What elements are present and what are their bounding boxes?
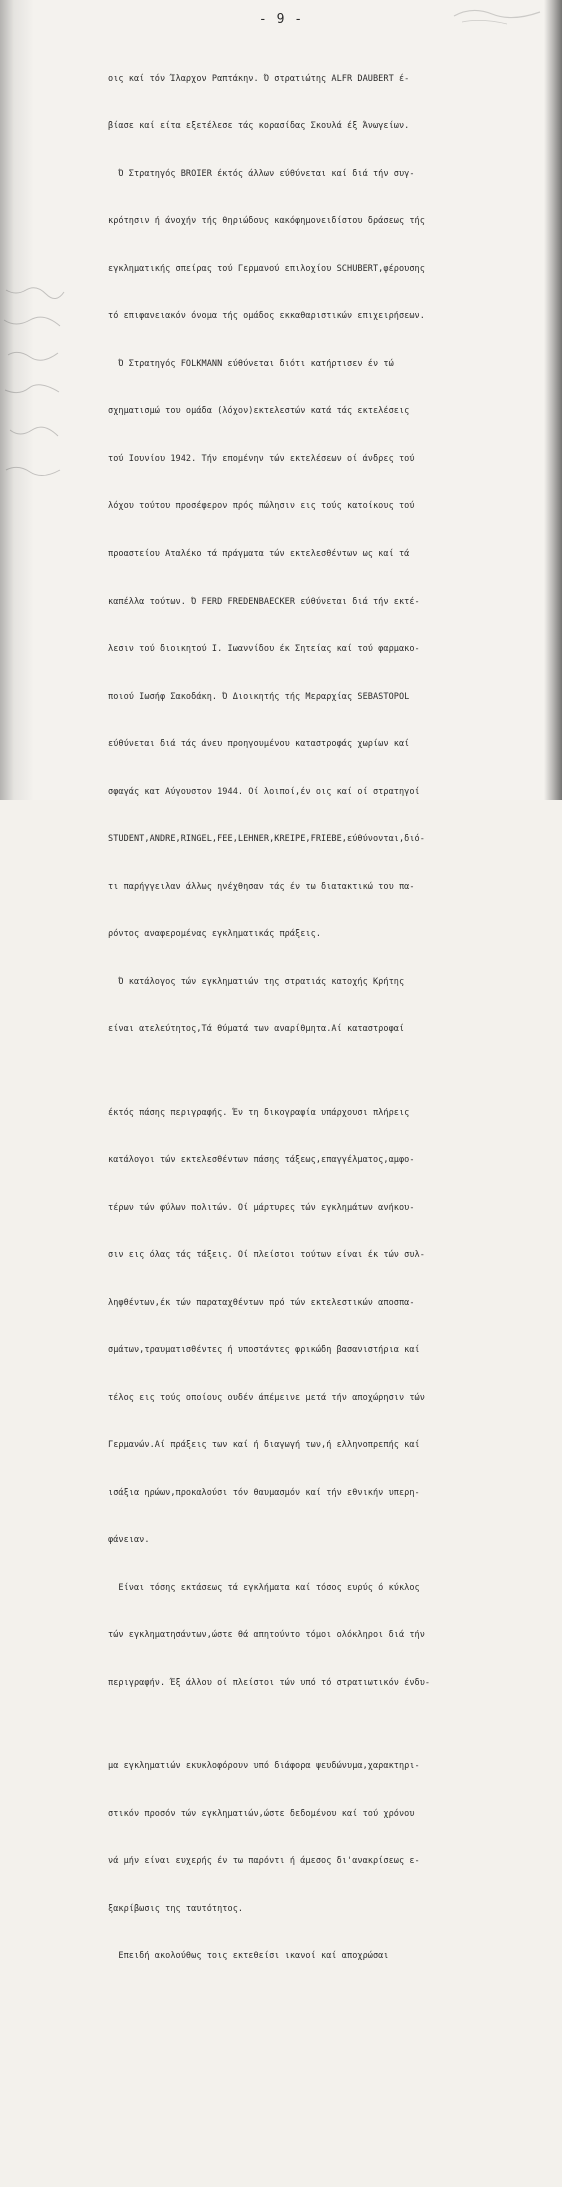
text-line: περιγραφήν. Έξ άλλου οί πλείστοι τών υπό τό στρατιωτικόν ένδυ- xyxy=(108,1677,431,1688)
text-line: Ό Στρατηγός BROIER έκτός άλλων εύθύνεται καί διά τήν συγ- xyxy=(108,168,415,179)
document-body xyxy=(108,40,528,2187)
text-line: στικόν προσόν τών εγκληματιών,ώστε δεδομένου καί τού χρόνου xyxy=(108,1808,415,1819)
text-line: ποιού Ιωσήφ Σακοδάκη. Ό Διοικητής τής Μεραρχίας SEBASTOPOL xyxy=(108,691,410,702)
text-line: σμάτων,τραυματισθέντες ή υποστάντες φρικώδη βασανιστήρια καί xyxy=(108,1345,420,1356)
text-line: εγκληματικής σπείρας τού Γερμανού επιλοχίου SCHUBERT,φέρουσης xyxy=(108,263,425,274)
text-line: τέλος εις τούς οποίους ουδέν άπέμεινε μετά τήν αποχώρησιν τών xyxy=(108,1392,425,1403)
text-line: τού Ιουνίου 1942. Τήν επομένην τών εκτελέσεων οί άνδρες τού xyxy=(108,453,415,464)
text-line: STUDENT,ANDRE,RINGEL,FEE,LEHNER,KREIPE,FRIEBE,εύθύνονται,διό- xyxy=(108,834,425,845)
text-line: λεσιν τού διοικητού Ι. Ιωαννίδου έκ Σητείας καί τού φαρμακο- xyxy=(108,644,420,655)
text-line: κρότησιν ή άνοχήν τής θηριώδους κακόφημονειδίστου δράσεως τής xyxy=(108,216,425,227)
text-line: Είναι τόσης εκτάσεως τά εγκλήματα καί τόσος ευρύς ό κύκλος xyxy=(108,1582,420,1593)
text-line: σιν εις όλας τάς τάξεις. Οί πλείστοι τούτων είναι έκ τών συλ- xyxy=(108,1250,425,1261)
text-line: εύθύνεται διά τάς άνευ προηγουμένου καταστροφάς χωρίων καί xyxy=(108,739,410,750)
text-line: τέρων τών φύλων πολιτών. Οί μάρτυρες τών εγκλημάτων ανήκου- xyxy=(108,1202,415,1213)
text-line: προαστείου Αταλέκο τά πράγματα τών εκτελεσθέντων ως καί τά xyxy=(108,549,410,559)
text-line: καπέλλα τούτων. Ό FERD FREDENBAECKER εύθύνεται διά τήν εκτέ- xyxy=(108,596,420,607)
text-line: σφαγάς κατ Αύγουστον 1944. Οί λοιποί,έν οις καί οί στρατηγοί xyxy=(108,786,420,797)
text-line xyxy=(108,1997,528,2013)
text-line: είναι ατελεύτητος,Τά θύματά των αναρίθμητα.Αί καταστροφαί xyxy=(108,1024,405,1035)
text-line: Ό κατάλογος τών εγκληματιών της στρατιάς κατοχής Κρήτης xyxy=(108,976,405,987)
text-line: ληφθέντων,έκ τών παραταχθέντων πρό τών εκτελεστικών αποσπα- xyxy=(108,1297,415,1308)
text-line: τι παρήγγειλαν άλλως ηνέχθησαν τάς έν τω διατακτικώ του πα- xyxy=(108,881,415,892)
text-line: κατάλογοι τών εκτελεσθέντων πάσης τάξεως,επαγγέλματος,αμφο- xyxy=(108,1155,415,1166)
scan-shadow-edge xyxy=(544,0,562,800)
margin-handwriting xyxy=(0,280,70,500)
text-line xyxy=(108,2044,528,2060)
text-line: νά μήν είναι ευχερής έν τω παρόντι ή άμεσος δι'ανακρίσεως ε- xyxy=(108,1856,420,1867)
text-line: Ό Στρατηγός FOLKMANN εύθύνεται διότι κατήρτισεν έν τώ xyxy=(108,358,394,369)
text-line: έκτός πάσης περιγραφής. Έν τη δικογραφία υπάρχουσι πλήρεις xyxy=(108,1107,410,1118)
text-line: σχηματισμώ του ομάδα (λόχον)εκτελεστών κατά τάς εκτελέσεις xyxy=(108,406,410,417)
text-line xyxy=(108,2139,528,2155)
text-line: ρόντος αναφερομένας εγκληματικάς πράξεις. xyxy=(108,929,322,940)
text-line: Γερμανών.Αί πράξεις των καί ή διαγωγή των,ή ελληνοπρεπής καί xyxy=(108,1440,420,1451)
text-line: τό επιφανειακόν όνομα τής ομάδος εκκαθαριστικών επιχειρήσεων. xyxy=(108,311,425,322)
text-line: ισάξια ηρώων,προκαλούσι τόν θαυμασμόν καί τήν εθνικήν υπερη- xyxy=(108,1487,420,1498)
text-line: τών εγκληματησάντων,ώστε θά απητούντο τόμοι ολόκληροι διά τήν xyxy=(108,1630,425,1641)
text-line xyxy=(108,2092,528,2108)
text-line: λόχου τούτου προσέφερον πρός πώλησιν εις τούς κατοίκους τού xyxy=(108,501,415,512)
text-line: ξακρίβωσις της ταυτότητος. xyxy=(108,1903,244,1914)
text-line: Επειδή ακολούθως τοις εκτεθείσι ικανοί καί αποχρώσαι xyxy=(108,1951,389,1962)
page-number: - 9 - xyxy=(258,12,304,27)
text-line: οις καί τόν Ίλαρχον Ραπτάκην. Ό στρατιώτης ALFR DAUBERT έ- xyxy=(108,73,410,84)
text-line: φάνειαν. xyxy=(108,1535,150,1546)
text-line: βίασε καί είτα εξετέλεσε τάς κορασίδας Σκουλά έξ Άνωγείων. xyxy=(108,121,410,132)
text-line: μα εγκληματιών εκυκλοφόρουν υπό διάφορα ψευδώνυμα,χαρακτηρι- xyxy=(108,1761,420,1772)
